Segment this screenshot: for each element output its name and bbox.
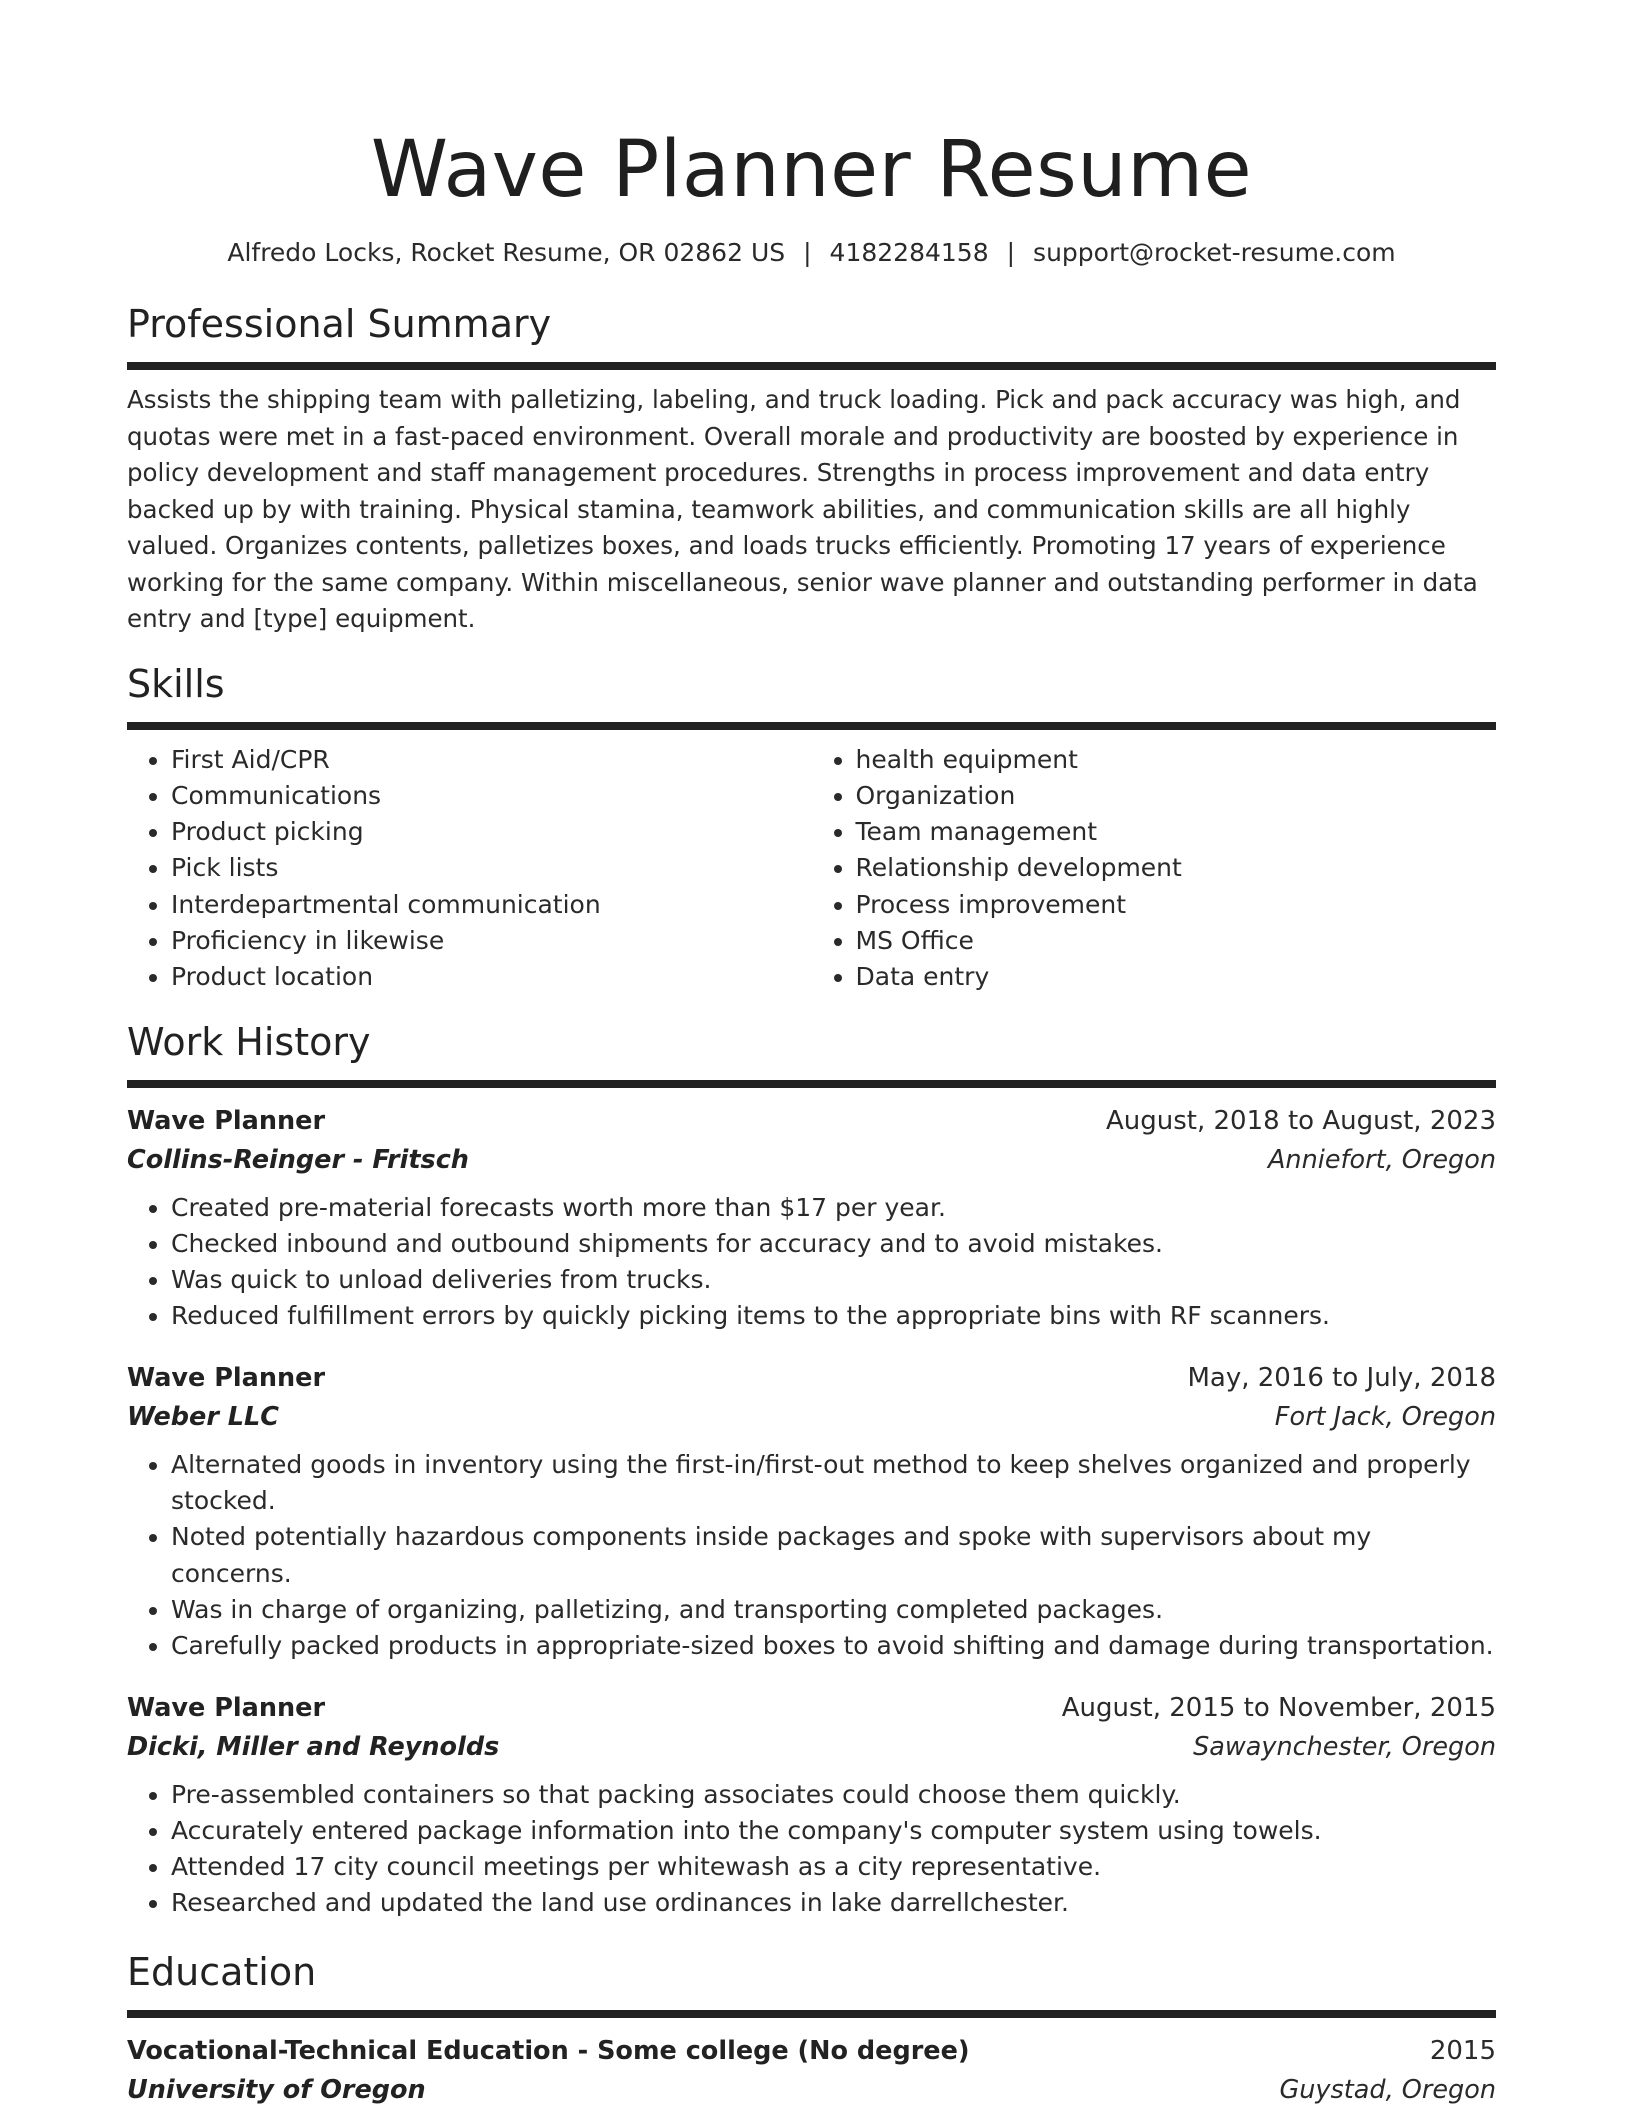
work-history-heading: Work History: [127, 1019, 371, 1064]
contact-email: support@rocket-resume.com: [1033, 238, 1396, 267]
summary-text: Assists the shipping team with palletizing, labeling, and truck loading. Pick and pack accuracy was high, and quotas were met in a fast-paced environment. Overall morale and productivity are boosted by experience in policy development and staff management procedures. Strengths in process improvement and data entry backed up by with training. Physical stamina, teamwork abilities, and communication skills are all highly valued. Organizes contents, palletizes boxes, and loads trucks efficiently. Promoting 17 years of experience working for the same company. Within miscellaneous, senior wave planner and outstanding performer in data entry and [type] equipment.: [127, 385, 1478, 633]
job-dates: May, 2016 to July, 2018: [1187, 1362, 1496, 1393]
skill-item: • Team management: [856, 814, 1497, 850]
job-location: Anniefort, Oregon: [1267, 1144, 1496, 1175]
job-dates: August, 2018 to August, 2023: [1106, 1105, 1496, 1136]
skill-item: • health equipment: [856, 742, 1497, 778]
job-bullet: • Alternated goods in inventory using the first-in/first-out method to keep shelves organized and properly stocked.: [171, 1447, 1496, 1520]
education-location: Guystad, Oregon: [1279, 2074, 1496, 2105]
job-entry: [127, 1102, 1496, 1335]
summary-heading: Professional Summary: [127, 302, 552, 346]
skill-item: • Product picking: [171, 814, 812, 850]
education-school: University of Oregon: [127, 2074, 426, 2105]
skill-item: • First Aid/CPR: [171, 742, 812, 778]
skill-item: • Organization: [856, 778, 1497, 814]
job-bullets: [127, 1190, 1496, 1335]
skill-item: • Relationship development: [856, 850, 1497, 886]
job-company: Collins-Reinger - Fritsch: [127, 1144, 469, 1175]
contact-phone: 4182284158: [829, 238, 989, 267]
job-bullet: • Reduced fulfillment errors by quickly picking items to the appropriate bins with RF scanners.: [171, 1298, 1496, 1334]
skills-heading: Skills: [127, 661, 225, 706]
skill-item: • Pick lists: [171, 850, 812, 886]
contact-address: Alfredo Locks, Rocket Resume, OR 02862 US: [227, 238, 786, 267]
job-dates: August, 2015 to November, 2015: [1061, 1692, 1496, 1723]
job-bullet: • Accurately entered package information into the company's computer system using towels.: [171, 1813, 1496, 1849]
skills-column-left: [127, 742, 812, 996]
job-bullet: • Researched and updated the land use ordinances in lake darrellchester.: [171, 1885, 1496, 1921]
job-bullet: • Created pre-material forecasts worth more than $17 per year.: [171, 1190, 1496, 1226]
skill-item: • MS Office: [856, 923, 1497, 959]
resume-title: Wave Planner Resume: [370, 125, 1253, 215]
job-bullet: • Checked inbound and outbound shipments for accuracy and to avoid mistakes.: [171, 1226, 1496, 1262]
education-entry: [127, 2032, 1496, 2110]
job-bullet: • Carefully packed products in appropriate-sized boxes to avoid shifting and damage during transportation.: [171, 1628, 1496, 1664]
skill-item: • Proficiency in likewise: [171, 923, 812, 959]
section-divider: [127, 1080, 1496, 1086]
skills-section: [127, 660, 1496, 996]
contact-separator: |: [1006, 238, 1016, 267]
education-year: 2015: [1429, 2035, 1496, 2066]
skill-item: • Product location: [171, 959, 812, 995]
education-section: [127, 1948, 1496, 2110]
education-degree: Vocational-Technical Education - Some college (No degree): [127, 2035, 970, 2066]
summary-section: [127, 300, 1496, 638]
contact-line: [127, 236, 1496, 270]
work-history-section: [127, 1018, 1496, 1922]
section-divider: [127, 362, 1496, 368]
job-title: Wave Planner: [127, 1692, 326, 1723]
skills-column-right: [812, 742, 1497, 996]
job-company: Weber LLC: [127, 1401, 280, 1432]
skill-item: • Interdepartmental communication: [171, 887, 812, 923]
job-bullet: • Noted potentially hazardous components inside packages and spoke with supervisors about my concerns.: [171, 1519, 1496, 1592]
job-bullet: • Was in charge of organizing, palletizing, and transporting completed packages.: [171, 1592, 1496, 1628]
skill-item: • Process improvement: [856, 887, 1497, 923]
job-company: Dicki, Miller and Reynolds: [127, 1731, 500, 1762]
job-entry: [127, 1359, 1496, 1665]
skill-item: • Data entry: [856, 959, 1497, 995]
job-bullet: • Attended 17 city council meetings per whitewash as a city representative.: [171, 1849, 1496, 1885]
contact-separator: |: [803, 238, 812, 267]
section-divider: [127, 2010, 1496, 2016]
job-bullets: [127, 1777, 1496, 1922]
job-title: Wave Planner: [127, 1362, 326, 1393]
job-bullet: • Was quick to unload deliveries from trucks.: [171, 1262, 1496, 1298]
job-location: Fort Jack, Oregon: [1274, 1401, 1496, 1432]
skills-list: [127, 742, 1496, 996]
job-title: Wave Planner: [127, 1105, 326, 1136]
job-bullets: [127, 1447, 1496, 1665]
job-bullet: • Pre-assembled containers so that packing associates could choose them quickly.: [171, 1777, 1496, 1813]
section-divider: [127, 722, 1496, 728]
education-heading: Education: [127, 1949, 317, 1994]
resume-page: [127, 0, 1496, 2110]
job-entry: [127, 1689, 1496, 1922]
job-location: Sawaynchester, Oregon: [1193, 1731, 1496, 1762]
skill-item: • Communications: [171, 778, 812, 814]
